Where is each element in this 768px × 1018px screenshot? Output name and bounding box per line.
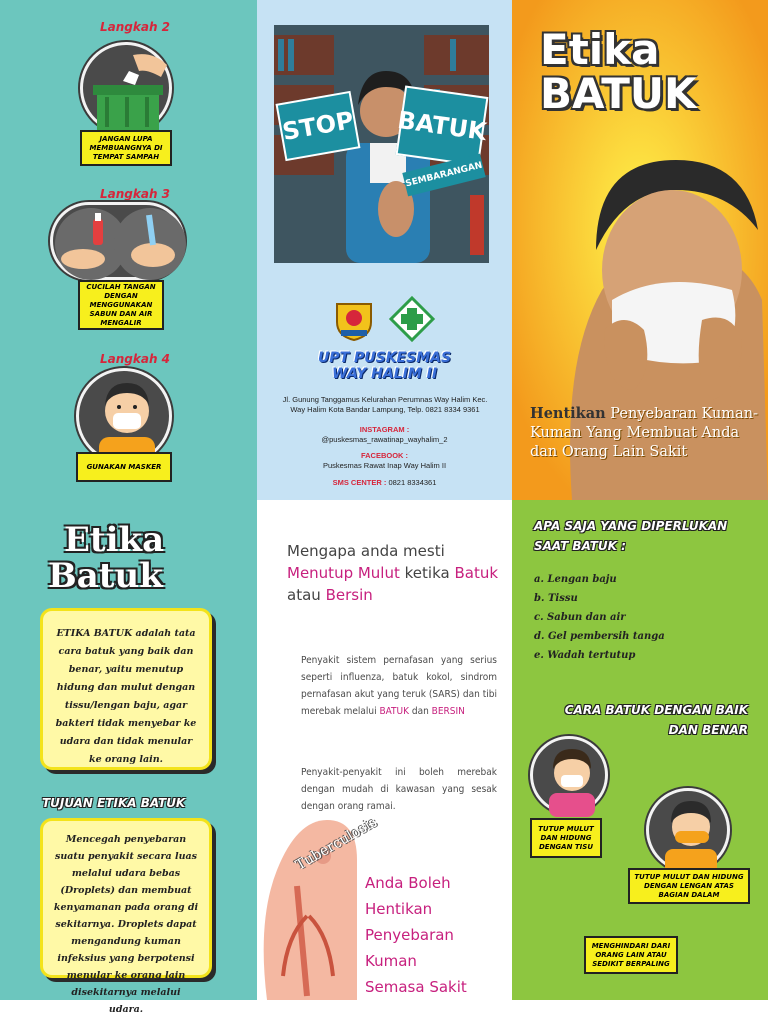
- question-heading: Mengapa anda mesti Menutup Mulut ketika Batuk atau Bersin: [287, 542, 499, 604]
- step4-caption: GUNAKAN MASKER: [76, 452, 172, 482]
- stop-batuk-poster: [274, 25, 489, 263]
- step3-caption: CUCILAH TANGAN DENGAN MENGGUNAKAN SABUN DAN AIR MENGALIR: [78, 280, 164, 330]
- stop-sign: STOP: [276, 91, 361, 161]
- contact-panel: [257, 0, 512, 500]
- list-item: d. Gel pembersih tanga: [534, 631, 665, 642]
- needs-heading: APA SAJA YANG DIPERLUKAN SAAT BATUK :: [534, 519, 728, 553]
- facebook-page: Puskesmas Rawat Inap Way Halim II: [322, 461, 447, 470]
- purpose-heading: TUJUAN ETIKA BATUK: [42, 796, 186, 810]
- anatomy-illustration: [257, 796, 380, 1000]
- info-panel: [257, 500, 512, 1000]
- paragraph-crowds: Penyakit-penyakit ini boleh merebak dengan mudah di kawasan yang sesak dengan orang ramai.: [301, 767, 497, 812]
- steps-panel: [0, 0, 257, 500]
- cover-panel: [512, 0, 768, 500]
- sms-center: SMS CENTER : 0821 8334361: [332, 478, 437, 487]
- paragraph-diseases: Penyakit sistem pernafasan yang serius seperti influenza, batuk kokol, sindrom pernafasan akut yang teruk (SARS) dan tibi merebak melalui BATUK dan BERSIN: [301, 655, 497, 717]
- hand-washing-illustration: [50, 202, 185, 280]
- step2-caption: JANGAN LUPA MEMBUANGNYA DI TEMPAT SAMPAH: [80, 130, 172, 166]
- mask-person-illustration: [76, 368, 172, 464]
- definition-panel: [0, 500, 257, 1015]
- instagram-handle: @puskesmas_rawatinap_wayhalim_2: [321, 435, 448, 444]
- list-item: a. Lengan baju: [534, 574, 617, 585]
- puskesmas-logo: [389, 296, 435, 342]
- tissue-cough-illustration: [530, 736, 608, 814]
- tip-sleeve-caption: TUTUP MULUT DAN HIDUNG DENGAN LENGAN ATAS BAGIAN DALAM: [628, 868, 750, 904]
- step4-label: Langkah 4: [100, 352, 171, 366]
- address-text: Jl. Gunung Tanggamus Kelurahan Perumnas Way Halim Kec. Way Halim Kota Bandar Lampung, Telp. 0821 8334 9361: [282, 395, 488, 414]
- list-item: b. Tissu: [534, 593, 578, 604]
- instagram-label: INSTAGRAM :: [359, 425, 410, 434]
- section-title: Etika Batuk: [48, 520, 165, 596]
- definition-box: ETIKA BATUK adalah tata cara batuk yang baik dan benar, yaitu menutup hidung dan mulut dengan tissu/lengan baju, agar bakteri tidak menyebar ke udara dan tidak menular ke orang lain.: [40, 608, 212, 770]
- tip-avoid-caption: MENGHINDARI DARI ORANG LAIN ATAU SEDIKIT BERPALING: [584, 936, 678, 974]
- cover-tagline: Hentikan Penyebaran Kuman-Kuman Yang Membuat Anda dan Orang Lain Sakit: [530, 405, 759, 460]
- city-emblem-logo: [335, 300, 373, 342]
- sembarangan-sign: SEMBARANGAN: [402, 154, 485, 197]
- sleeve-cough-illustration: [646, 788, 730, 872]
- batuk-sign: BATUK: [396, 85, 489, 166]
- tip-tissue-caption: TUTUP MULUT DAN HIDUNG DENGAN TISU: [530, 818, 602, 858]
- tips-panel: [512, 500, 768, 1000]
- tuberculosis-word: Tuberculosis: [293, 814, 380, 874]
- list-item: e. Wadah tertutup: [534, 650, 636, 661]
- proper-cough-heading: CARA BATUK DENGAN BAIK DAN BENAR: [564, 703, 748, 737]
- list-item: c. Sabun dan air: [534, 612, 626, 623]
- step2-label: Langkah 2: [100, 20, 171, 34]
- needs-list: [534, 570, 665, 665]
- purpose-box: Mencegah penyebaran suatu penyakit secara luas melalui udara bebas (Droplets) dan membuat kenyamanan pada orang di sekitarnya. Droplets dapat mengandung kuman infeksius yang berpotensi menular ke orang lain disekitarnya melalui udara.: [40, 818, 212, 978]
- trash-bin-illustration: [80, 42, 172, 134]
- step3-label: Langkah 3: [100, 187, 171, 201]
- cover-title: Etika BATUK: [540, 25, 697, 118]
- facebook-label: FACEBOOK :: [360, 451, 409, 460]
- org-name: UPT PUSKESMAS WAY HALIM II: [317, 350, 452, 382]
- stop-spread-message: Anda Boleh Hentikan Penyebaran Kuman Semasa Sakit: [365, 874, 467, 996]
